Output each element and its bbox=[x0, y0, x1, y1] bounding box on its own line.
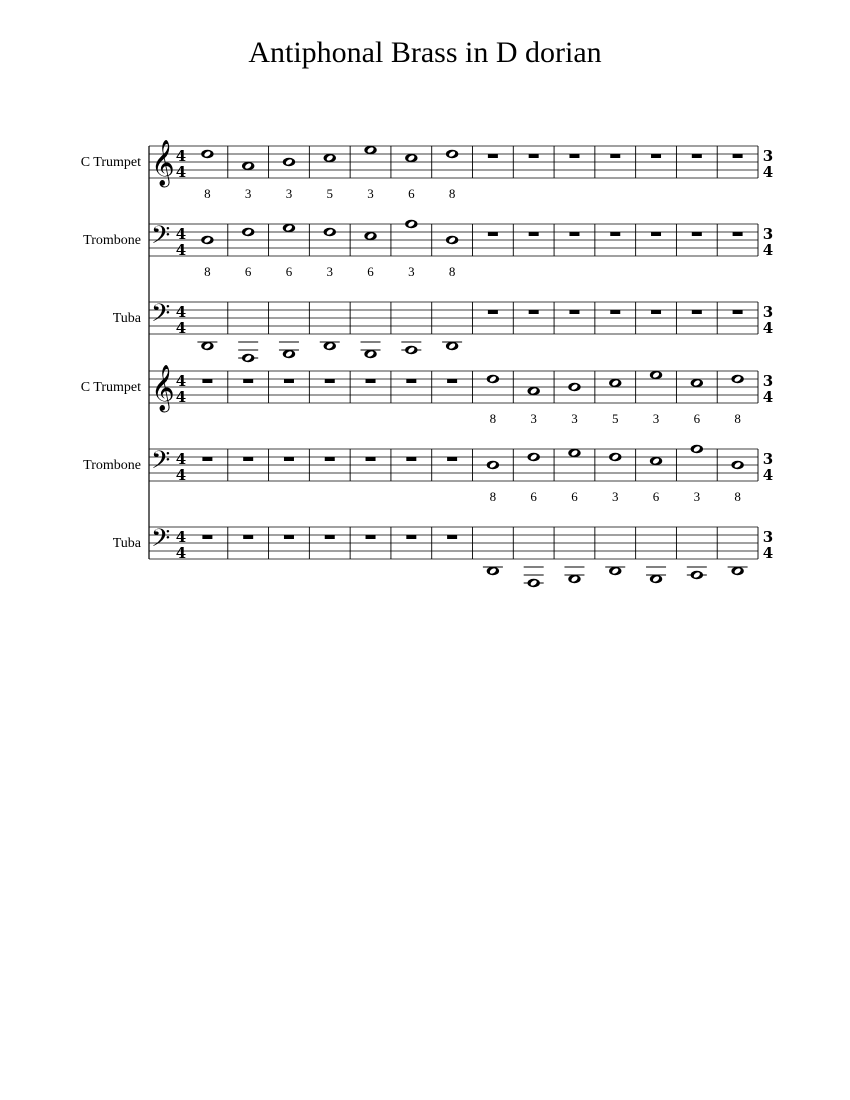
interval-figure: 5 bbox=[612, 411, 619, 426]
staff-label: C Trumpet bbox=[80, 380, 141, 395]
time-signature-lower: 4 bbox=[175, 388, 187, 406]
staff-label: C Trumpet bbox=[80, 155, 141, 170]
bass-clef-icon: 𝄢 bbox=[151, 446, 171, 481]
interval-figure: 6 bbox=[652, 489, 660, 504]
whole-note bbox=[527, 387, 539, 395]
interval-figure: 3 bbox=[571, 411, 578, 426]
interval-figure: 3 bbox=[367, 186, 374, 201]
time-signature-lower: 4 bbox=[175, 241, 187, 259]
interval-figure: 6 bbox=[244, 264, 252, 279]
whole-rest bbox=[284, 535, 294, 539]
interval-figure: 6 bbox=[693, 411, 701, 426]
interval-figure: 3 bbox=[652, 411, 660, 426]
whole-rest bbox=[202, 457, 212, 461]
whole-rest bbox=[447, 535, 457, 539]
whole-note bbox=[283, 350, 295, 358]
whole-note bbox=[242, 228, 254, 236]
whole-rest bbox=[610, 154, 620, 158]
whole-rest bbox=[243, 379, 253, 383]
time-signature-lower: 4 bbox=[175, 466, 187, 484]
time-signature-upper: 4 bbox=[175, 528, 187, 546]
whole-rest bbox=[569, 310, 579, 314]
staff-label: Tuba bbox=[112, 536, 141, 551]
whole-note bbox=[731, 461, 743, 469]
whole-note bbox=[324, 342, 336, 350]
whole-rest bbox=[325, 379, 335, 383]
whole-rest bbox=[733, 154, 743, 158]
whole-rest bbox=[202, 535, 212, 539]
staff-4 bbox=[81, 365, 774, 426]
whole-note bbox=[487, 567, 499, 575]
whole-note bbox=[364, 146, 376, 154]
interval-figure: 3 bbox=[285, 186, 293, 201]
interval-figure: 3 bbox=[530, 411, 537, 426]
end-time-signature-upper: 3 bbox=[762, 225, 774, 243]
interval-figure: 5 bbox=[326, 186, 333, 201]
interval-figure: 8 bbox=[489, 411, 497, 426]
staff-label: Trombone bbox=[83, 233, 141, 248]
whole-note bbox=[283, 158, 295, 166]
whole-rest bbox=[488, 310, 498, 314]
whole-note bbox=[405, 346, 417, 354]
whole-note bbox=[283, 224, 295, 232]
end-time-signature-upper: 3 bbox=[762, 528, 774, 546]
whole-note bbox=[650, 575, 662, 583]
whole-note bbox=[527, 453, 539, 461]
whole-rest bbox=[202, 379, 212, 383]
whole-rest bbox=[651, 154, 661, 158]
whole-note bbox=[650, 457, 662, 465]
end-time-signature-lower: 4 bbox=[762, 241, 774, 259]
whole-rest bbox=[243, 535, 253, 539]
whole-note bbox=[487, 461, 499, 469]
whole-rest bbox=[692, 232, 702, 236]
whole-note bbox=[201, 150, 213, 158]
whole-note bbox=[691, 379, 703, 387]
end-time-signature-lower: 4 bbox=[762, 544, 774, 562]
interval-figure: 3 bbox=[612, 489, 619, 504]
whole-rest bbox=[692, 310, 702, 314]
interval-figure: 8 bbox=[204, 264, 211, 279]
whole-rest bbox=[529, 310, 539, 314]
whole-note bbox=[731, 375, 743, 383]
whole-note bbox=[609, 567, 621, 575]
whole-note bbox=[405, 154, 417, 162]
whole-rest bbox=[284, 379, 294, 383]
staff-1 bbox=[81, 140, 774, 201]
whole-note bbox=[405, 220, 417, 228]
time-signature-upper: 4 bbox=[175, 303, 187, 321]
interval-figure: 8 bbox=[734, 489, 741, 504]
whole-note bbox=[609, 379, 621, 387]
end-time-signature-upper: 3 bbox=[762, 147, 774, 165]
time-signature-upper: 4 bbox=[175, 225, 187, 243]
whole-note bbox=[201, 342, 213, 350]
interval-figure: 3 bbox=[408, 264, 415, 279]
time-signature-upper: 4 bbox=[175, 372, 187, 390]
whole-rest bbox=[569, 232, 579, 236]
interval-figure: 8 bbox=[489, 489, 497, 504]
whole-rest bbox=[366, 535, 376, 539]
time-signature-lower: 4 bbox=[175, 319, 187, 337]
interval-figure: 8 bbox=[448, 186, 456, 201]
end-time-signature-lower: 4 bbox=[762, 319, 774, 337]
whole-rest bbox=[651, 232, 661, 236]
whole-note bbox=[731, 567, 743, 575]
whole-rest bbox=[529, 232, 539, 236]
whole-note bbox=[568, 575, 580, 583]
whole-note bbox=[527, 579, 539, 587]
bass-clef-icon: 𝄢 bbox=[151, 221, 171, 256]
staff-label: Trombone bbox=[83, 458, 141, 473]
interval-figure: 3 bbox=[244, 186, 252, 201]
bass-clef-icon: 𝄢 bbox=[151, 299, 171, 334]
whole-rest bbox=[692, 154, 702, 158]
interval-figure: 6 bbox=[285, 264, 293, 279]
interval-figure: 6 bbox=[367, 264, 374, 279]
whole-note bbox=[691, 445, 703, 453]
whole-note bbox=[364, 232, 376, 240]
interval-figure: 6 bbox=[530, 489, 537, 504]
time-signature-upper: 4 bbox=[175, 450, 187, 468]
whole-rest bbox=[569, 154, 579, 158]
whole-rest bbox=[610, 232, 620, 236]
staff-label: Tuba bbox=[112, 311, 141, 326]
staff-2 bbox=[83, 220, 773, 279]
whole-rest bbox=[447, 457, 457, 461]
whole-note bbox=[242, 354, 254, 362]
interval-figure: 8 bbox=[734, 411, 741, 426]
whole-note bbox=[242, 162, 254, 170]
whole-note bbox=[446, 150, 458, 158]
time-signature-lower: 4 bbox=[175, 163, 187, 181]
whole-rest bbox=[447, 379, 457, 383]
whole-note bbox=[487, 375, 499, 383]
whole-note bbox=[650, 371, 662, 379]
whole-note bbox=[364, 350, 376, 358]
interval-figure: 6 bbox=[408, 186, 415, 201]
whole-note bbox=[446, 236, 458, 244]
end-time-signature-lower: 4 bbox=[762, 388, 774, 406]
end-time-signature-upper: 3 bbox=[762, 303, 774, 321]
whole-rest bbox=[651, 310, 661, 314]
whole-rest bbox=[610, 310, 620, 314]
end-time-signature-lower: 4 bbox=[762, 163, 774, 181]
whole-note bbox=[201, 236, 213, 244]
whole-rest bbox=[406, 535, 416, 539]
interval-figure: 3 bbox=[693, 489, 701, 504]
whole-rest bbox=[488, 232, 498, 236]
score-title: Antiphonal Brass in D dorian bbox=[248, 36, 602, 69]
treble-clef-icon: 𝄞 bbox=[151, 365, 175, 411]
whole-note bbox=[446, 342, 458, 350]
interval-figure: 6 bbox=[571, 489, 578, 504]
whole-rest bbox=[733, 310, 743, 314]
whole-rest bbox=[733, 232, 743, 236]
interval-figure: 8 bbox=[204, 186, 211, 201]
time-signature-lower: 4 bbox=[175, 544, 187, 562]
whole-rest bbox=[488, 154, 498, 158]
whole-rest bbox=[406, 379, 416, 383]
whole-note bbox=[324, 228, 336, 236]
whole-rest bbox=[529, 154, 539, 158]
end-time-signature-upper: 3 bbox=[762, 450, 774, 468]
whole-note bbox=[568, 383, 580, 391]
interval-figure: 3 bbox=[326, 264, 333, 279]
whole-rest bbox=[284, 457, 294, 461]
bass-clef-icon: 𝄢 bbox=[151, 524, 171, 559]
end-time-signature-upper: 3 bbox=[762, 372, 774, 390]
whole-note bbox=[609, 453, 621, 461]
whole-note bbox=[324, 154, 336, 162]
whole-rest bbox=[366, 379, 376, 383]
whole-note bbox=[691, 571, 703, 579]
staff-5 bbox=[83, 445, 773, 504]
whole-rest bbox=[325, 457, 335, 461]
interval-figure: 8 bbox=[448, 264, 456, 279]
whole-rest bbox=[243, 457, 253, 461]
staff-6 bbox=[113, 524, 774, 587]
time-signature-upper: 4 bbox=[175, 147, 187, 165]
whole-rest bbox=[406, 457, 416, 461]
whole-rest bbox=[325, 535, 335, 539]
staff-3 bbox=[113, 299, 774, 362]
treble-clef-icon: 𝄞 bbox=[151, 140, 175, 186]
end-time-signature-lower: 4 bbox=[762, 466, 774, 484]
whole-note bbox=[568, 449, 580, 457]
whole-rest bbox=[366, 457, 376, 461]
